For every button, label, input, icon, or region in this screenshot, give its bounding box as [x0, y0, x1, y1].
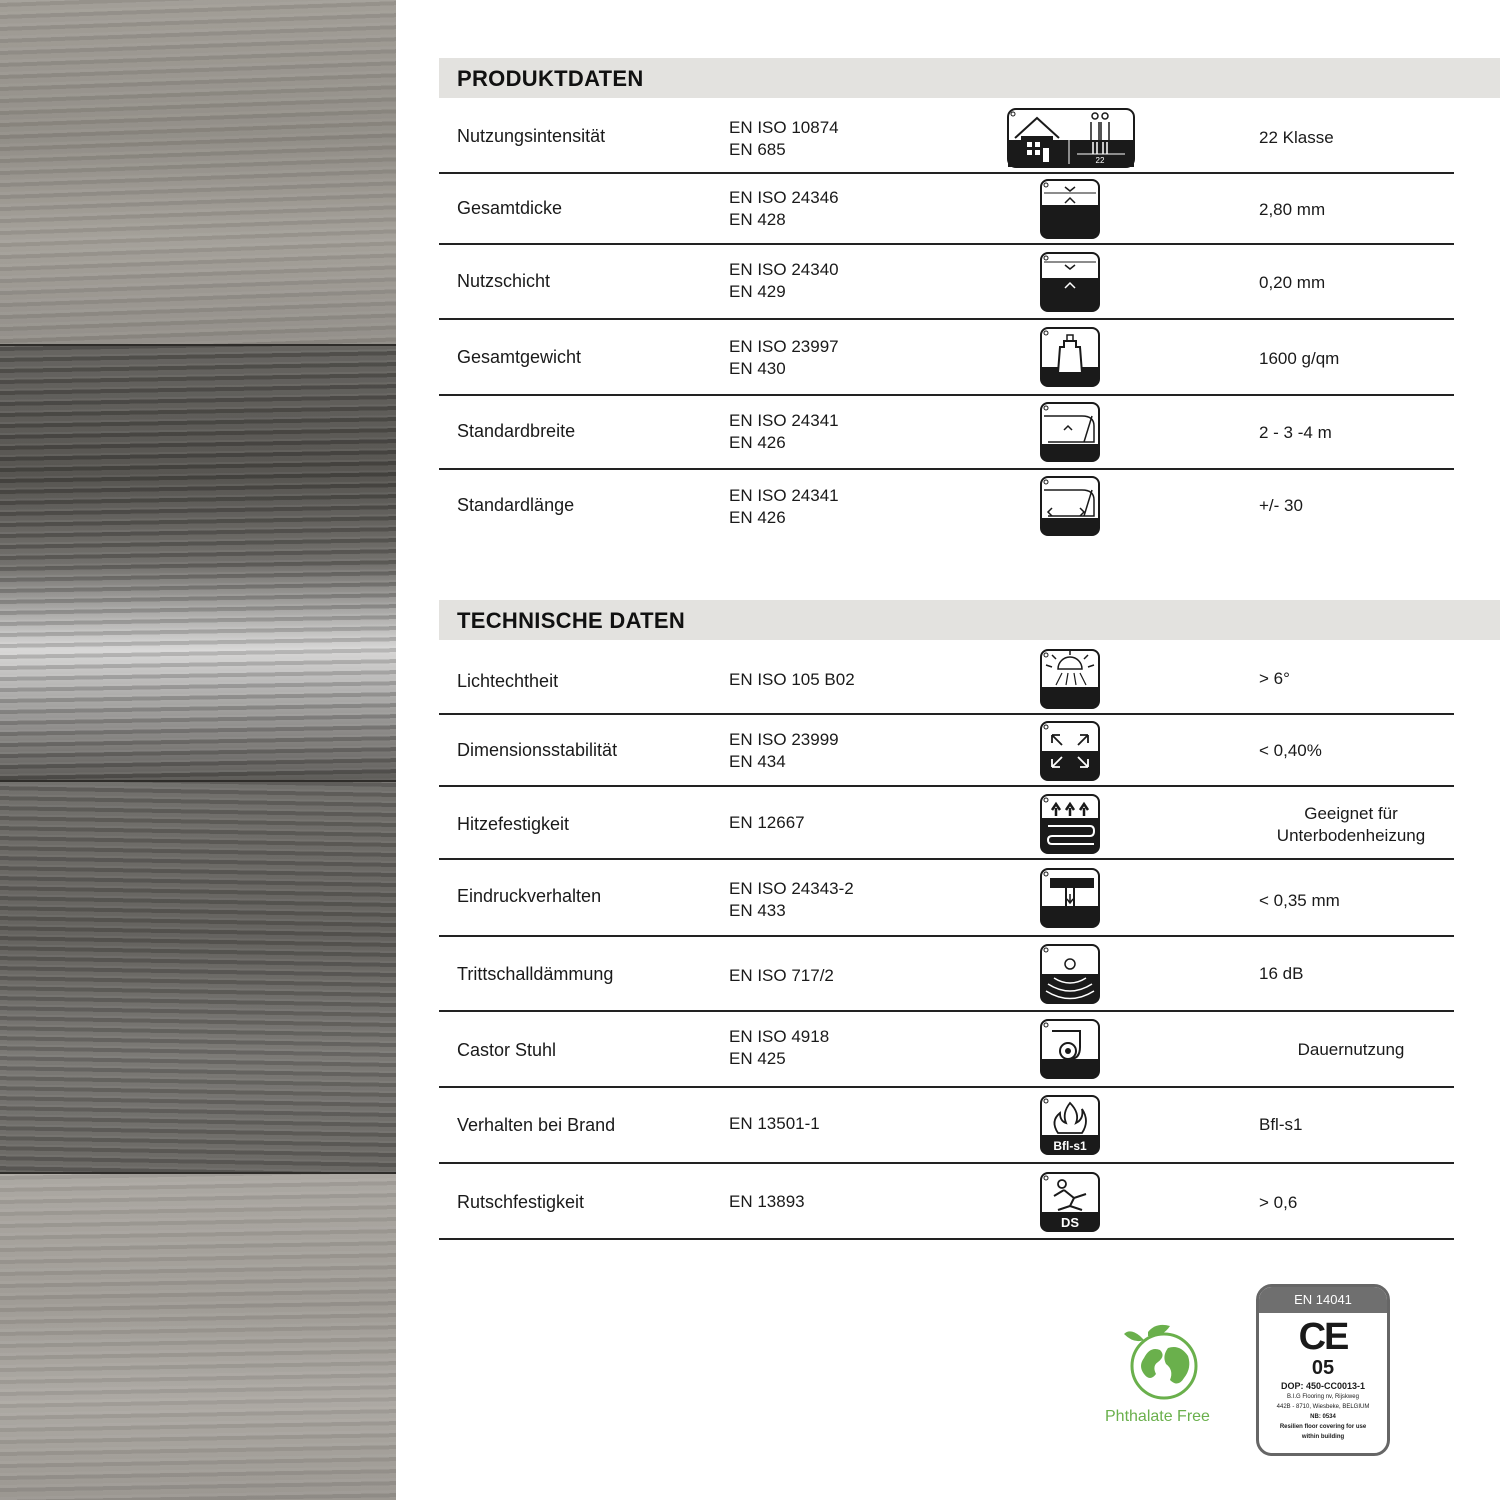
indentation-icon: [1040, 868, 1100, 933]
light-fastness-icon: [1040, 649, 1100, 714]
norm-line: EN ISO 24341: [729, 411, 839, 430]
table-row: [439, 1164, 1454, 1240]
norm-line: EN 13893: [729, 1192, 805, 1211]
norm-line: EN 12667: [729, 813, 805, 832]
norm-line: EN ISO 24341: [729, 486, 839, 505]
table-row: [439, 937, 1454, 1012]
row-value: +/- 30: [1259, 496, 1303, 515]
table-row: [439, 100, 1454, 174]
ce-mark: CE: [1298, 1316, 1348, 1358]
ce-year: 05: [1311, 1357, 1335, 1379]
norm-line: EN 428: [729, 210, 786, 229]
row-norm: [729, 1026, 829, 1070]
table-row: [439, 470, 1454, 540]
value-line: Geeignet für: [1304, 804, 1398, 823]
table-row: [439, 1012, 1454, 1088]
row-label: Gesamtdicke: [457, 198, 563, 218]
row-norm: [729, 187, 839, 231]
section-title: PRODUKTDATEN: [457, 66, 644, 91]
row-norm: [729, 117, 839, 161]
plank-seam: [0, 344, 396, 346]
norm-line: EN 430: [729, 359, 786, 378]
row-label: Eindruckverhalten: [457, 886, 602, 906]
norm-line: EN ISO 24340: [729, 260, 839, 279]
table-row: [439, 787, 1454, 860]
table-row: [439, 396, 1454, 470]
row-norm: [729, 965, 834, 987]
phthalate-free-logo: [1100, 1322, 1230, 1432]
impact-sound-icon: [1040, 944, 1100, 1009]
row-value: > 0,6: [1259, 1193, 1298, 1212]
row-label: Trittschalldämmung: [457, 964, 614, 984]
row-norm: [729, 669, 855, 691]
section-title: TECHNISCHE DATEN: [457, 608, 686, 633]
residential-class-icon: [1007, 108, 1135, 173]
row-value: 0,20 mm: [1259, 273, 1326, 292]
row-value: > 6°: [1259, 669, 1290, 688]
wood-plank: [0, 0, 396, 345]
phthalate-free-text: Phthalate Free: [1105, 1408, 1210, 1425]
row-norm: [729, 729, 839, 773]
ce-conformity-badge: [1256, 1284, 1390, 1456]
row-value: Dauernutzung: [1297, 1040, 1405, 1059]
table-row: [439, 642, 1454, 715]
row-label: Standardlänge: [457, 495, 575, 515]
svg-text:22: 22: [1095, 156, 1105, 165]
norm-line: EN 13501-1: [729, 1114, 820, 1133]
section-header-produktdaten: [439, 58, 1500, 98]
row-norm: [729, 1191, 805, 1213]
norm-line: EN 426: [729, 433, 786, 452]
row-value: 2 - 3 -4 m: [1259, 423, 1332, 442]
row-value: 16 dB: [1259, 964, 1304, 983]
fire-behaviour-icon: [1040, 1095, 1100, 1160]
wear-layer-icon: [1040, 252, 1100, 317]
row-label: Nutzschicht: [457, 271, 551, 291]
row-value: 1600 g/qm: [1259, 349, 1340, 368]
plank-seam: [0, 780, 396, 782]
norm-line: EN 433: [729, 901, 786, 920]
weight-icon: [1040, 327, 1100, 392]
roll-length-icon: [1040, 476, 1100, 541]
ce-standard: EN 14041: [1259, 1287, 1387, 1313]
ce-description: Resilien floor covering for use: [1279, 1424, 1367, 1430]
table-row: [439, 1088, 1454, 1164]
norm-line: EN 429: [729, 282, 786, 301]
norm-line: EN 685: [729, 140, 786, 159]
row-label: Lichtechtheit: [457, 671, 559, 691]
norm-line: EN ISO 23999: [729, 730, 839, 749]
section-header-technische-daten: [439, 600, 1500, 640]
roll-width-icon: [1040, 402, 1100, 467]
ce-description: within building: [1301, 1434, 1345, 1440]
row-norm: [729, 259, 839, 303]
table-row: [439, 174, 1454, 245]
row-value: [1251, 803, 1451, 847]
norm-line: EN ISO 24343-2: [729, 879, 854, 898]
norm-line: EN ISO 23997: [729, 337, 839, 356]
row-norm: [729, 812, 805, 834]
row-value: Bfl-s1: [1259, 1115, 1303, 1134]
wood-plank: [0, 345, 396, 781]
norm-line: EN ISO 24346: [729, 188, 839, 207]
table-row: [439, 715, 1454, 787]
plank-seam: [0, 1172, 396, 1174]
table-row: [439, 320, 1454, 396]
row-label: Rutschfestigkeit: [457, 1192, 585, 1212]
row-norm: [729, 336, 839, 380]
castor-chair-icon: [1040, 1019, 1100, 1084]
row-label: Hitzefestigkeit: [457, 814, 570, 834]
norm-line: EN 425: [729, 1049, 786, 1068]
svg-text:Bfl-s1: Bfl-s1: [1053, 1139, 1087, 1153]
dimensional-stability-icon: [1040, 721, 1100, 786]
row-label: Standardbreite: [457, 421, 576, 441]
row-value: 22 Klasse: [1259, 128, 1334, 147]
norm-line: EN ISO 717/2: [729, 966, 834, 985]
norm-line: EN 434: [729, 752, 786, 771]
row-value: 2,80 mm: [1259, 200, 1326, 219]
row-label: Castor Stuhl: [457, 1040, 557, 1060]
svg-text:DS: DS: [1060, 1215, 1080, 1230]
row-norm: [729, 485, 839, 529]
row-norm: [729, 1113, 820, 1135]
row-norm: [729, 410, 839, 454]
norm-line: EN ISO 10874: [729, 118, 839, 137]
row-label: Verhalten bei Brand: [457, 1115, 616, 1135]
underfloor-heating-icon: [1040, 794, 1100, 859]
ce-address: 442B - 8710, Wiesbeke, BELGIUM: [1276, 1404, 1370, 1410]
wood-plank: [0, 781, 396, 1173]
value-line: Unterbodenheizung: [1276, 826, 1426, 845]
row-value: < 0,40%: [1259, 741, 1322, 760]
row-value: < 0,35 mm: [1259, 891, 1340, 910]
norm-line: EN 426: [729, 508, 786, 527]
green-globe-icon: [1100, 1322, 1230, 1402]
norm-line: EN ISO 105 B02: [729, 670, 855, 689]
ce-dop: DOP: 450-CC0013-1: [1280, 1381, 1366, 1391]
table-row: [439, 860, 1454, 937]
row-label: Nutzungsintensität: [457, 126, 606, 146]
total-thickness-icon: [1040, 179, 1100, 244]
norm-line: EN ISO 4918: [729, 1027, 830, 1046]
ce-notified-body: NB: 0534: [1310, 1414, 1336, 1420]
wood-plank: [0, 1173, 396, 1500]
table-row: [439, 245, 1454, 320]
row-label: Gesamtgewicht: [457, 347, 582, 367]
slip-resistance-icon: [1040, 1172, 1100, 1237]
wood-texture-image: [0, 0, 396, 1500]
row-norm: [729, 878, 854, 922]
row-label: Dimensionsstabilität: [457, 740, 618, 760]
ce-address: B.I.G Flooring nv, Rijskweg: [1287, 1394, 1359, 1400]
